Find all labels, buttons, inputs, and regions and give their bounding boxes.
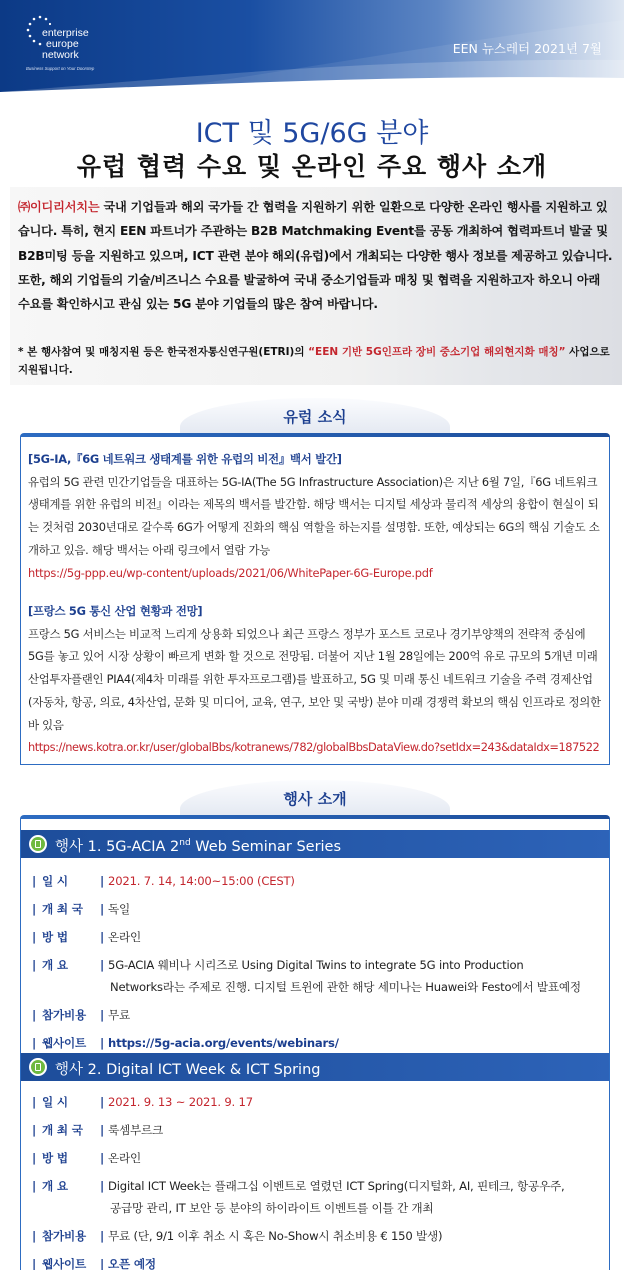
logo-text-europe: europe [46, 38, 79, 50]
newsletter-header [0, 0, 624, 92]
support-note-program: “EEN 기반 5G인프라 장비 중소기업 해외현지화 매칭” [308, 346, 566, 358]
intro-paragraph-1 [18, 195, 614, 268]
row-value-text-cont: Networks라는 주제로 진행. 디지털 트윈에 관한 해당 세미나는 Huawei와 Festo에서 발표예정 [110, 980, 581, 994]
row-value-text: 온라인 [108, 1151, 142, 1165]
event-row-summary: | 개 요 | 5G-ACIA 웨비나 시리즈로 Using Digital Twins to integrate 5G into Production Networks라는 주제로 진행. 디지털 트윈에 관한 해당 세미나는 Huawei와 Festo에서 발표예정 [32, 954, 607, 998]
event-row-summary: | 개 요 | Digital ICT Week는 플래그십 이벤트로 열렸던 ICT Spring(디지털화, AI, 핀테크, 항공우주, 공급망 관리, IT 보안 등 분야의 하이라이트 이벤트를 이틀 간 개최 [32, 1175, 607, 1219]
row-key: 개 요 [42, 958, 68, 972]
support-note-prefix: * 본 행사참여 및 매칭지원 등은 한국전자통신연구원(ETRI)의 [18, 346, 309, 358]
news-body: 프랑스 5G 서비스는 비교적 느리게 상용화 되었으나 최근 프랑스 정부가 포스트 코로나 경기부양책의 전략적 중심에 5G를 놓고 있어 시장 상황이 빠르게 변화 할 것으로 전망됨. 더불어 지난 1월 28일에는 200억 유로 규모의 5개년 미래산업투자플랜인 PIA4(제4차 미래를 위한 투자프로그램)를 발표하고, 5G 및 미래 통신 네트워크 기술을 주력 경제산업(자동차, 항공, 의료, 4차산업, 문화 및 미디어, 교육, 연구, 보안 및 국방) 분야 미래 경쟁력 확보의 핵심 인프라로 정의한 바 있음 [28, 626, 601, 732]
event-website-status: 오픈 예정 [108, 1257, 156, 1270]
row-value: | 독일 [100, 902, 131, 916]
row-value: | 무료 [100, 1008, 131, 1022]
newsletter-issue: EEN 뉴스레터 2021년 7월 [452, 41, 602, 56]
section-title-news: 유럽 소식 [283, 408, 347, 426]
row-value-text: 독일 [108, 902, 131, 916]
event-details-2 [32, 1091, 607, 1270]
support-note-suffix: 사업으로 지원됩니다. [18, 346, 610, 376]
news-item-2 [28, 600, 603, 759]
logo-text-enterprise: enterprise [42, 27, 89, 39]
event-row-date: | 일 시 | 2021. 7. 14, 14:00~15:00 (CEST) [32, 874, 295, 888]
news-link[interactable]: https://news.kotra.or.kr/user/globalBbs/kotranews/782/globalBbsDataView.do?setIdx=243&dataIdx=187522 [28, 740, 600, 755]
row-value: | 5G-ACIA 웨비나 시리즈로 Using Digital Twins to integrate 5G into Production Networks라는 주제로 진행. 디지털 트윈에 관한 해당 세미나는 Huawei와 Festo에서 발표예정 [100, 958, 607, 998]
event-row-date: | 일 시 | 2021. 9. 13 ~ 2021. 9. 17 [32, 1095, 253, 1109]
row-value-text: 무료 (단, 9/1 이후 취소 시 혹은 No-Show시 취소비용 € 150 발생) [108, 1229, 443, 1243]
event-title-bar-2 [21, 1053, 609, 1081]
document-icon [29, 835, 47, 853]
row-value: | 온라인 [100, 1151, 142, 1165]
row-value-text: 2021. 7. 14, 14:00~15:00 (CEST) [108, 874, 295, 888]
section-header-events [20, 780, 610, 820]
row-key: 개 최 국 [42, 1123, 83, 1137]
news-body: 유럽의 5G 관련 민간기업들을 대표하는 5G-IA(The 5G Infrastructure Association)은 지난 6월 7일,『6G 네트워크 생태계를 위한 유럽의 비전』이라는 제목의 백서를 발간함. 해당 백서는 디지털 세상과 물리적 세상의 융합이 현실이 되는 것처럼 2030년대로 갈수록 6G가 어떻게 진화의 핵심 역할을 하는지를 설명함. 또한, 예상되는 6G의 핵심 기술도 소개하고 있음. 해당 백서는 아래 링크에서 열람 가능 [28, 474, 600, 557]
row-value: | 온라인 [100, 930, 142, 944]
row-value-text: Digital ICT Week는 플래그십 이벤트로 열렸던 ICT Spring(디지털화, AI, 핀테크, 항공우주, [108, 1179, 565, 1193]
event-website-link[interactable]: https://5g-acia.org/events/webinars/ [108, 1036, 339, 1050]
row-key: 일 시 [42, 1095, 68, 1109]
event-row-fee: | 참가비용 | 무료 [32, 1008, 131, 1022]
een-logo [26, 14, 136, 76]
news-heading: [프랑스 5G 통신 산업 현황과 전망] [28, 604, 203, 618]
event-row-fee: | 참가비용 | 무료 (단, 9/1 이후 취소 시 혹은 No-Show시 취소비용 € 150 발생) [32, 1229, 443, 1243]
section-header-news [20, 398, 610, 438]
event-title: 행사 2. Digital ICT Week & ICT Spring [55, 1062, 321, 1078]
row-value: | 2021. 7. 14, 14:00~15:00 (CEST) [100, 874, 295, 888]
intro-paragraph-1-text: 국내 기업들과 해외 국가들 간 협력을 지원하기 위한 일환으로 다양한 온라인 행사를 지원하고 있습니다. 특히, 현지 EEN 파트너가 주관하는 B2B Matchmaking Event를 공동 개최하여 협력파트너 발굴 및 B2B미팅 등을 지원하고 있으며, ICT 관련 분야 해외(유럽)에서 개최되는 다양한 행사 정보를 제공하고 있습니다. [18, 200, 613, 263]
row-key: 일 시 [42, 874, 68, 888]
row-key: 참가비용 [42, 1229, 87, 1243]
event-row-website: | 웹사이트 | 오픈 예정 [32, 1257, 156, 1270]
row-value-text: 룩셈부르크 [108, 1123, 164, 1137]
news-link[interactable]: https://5g-ppp.eu/wp-content/uploads/2021/06/WhitePaper-6G-Europe.pdf [28, 565, 433, 580]
row-value: | Digital ICT Week는 플래그십 이벤트로 열렸던 ICT Spring(디지털화, AI, 핀테크, 항공우주, 공급망 관리, IT 보안 등 분야의 하이라이트 이벤트를 이틀 간 개최 [100, 1179, 607, 1219]
news-heading: [5G-IA,『6G 네트워크 생태계를 위한 유럽의 비전』백서 발간] [28, 452, 342, 466]
support-note [18, 343, 616, 379]
event-row-method: | 방 법 | 온라인 [32, 930, 142, 944]
row-key: 웹사이트 [42, 1257, 87, 1270]
event-title-bar-1 [21, 830, 609, 858]
news-item-1 [28, 448, 603, 584]
event-details-1 [32, 870, 607, 1060]
intro-paragraph-2: 또한, 해외 기업들의 기술/비즈니스 수요를 발굴하여 국내 중소기업들과 매칭 및 협력을 지원하고자 하오니 아래 수요를 확인하시고 관심 있는 5G 분야 기업들의 많은 참여 바랍니다. [18, 272, 601, 312]
event-title [55, 835, 341, 856]
row-value: | 룩셈부르크 [100, 1123, 164, 1137]
row-value-text: 5G-ACIA 웨비나 시리즈로 Using Digital Twins to integrate 5G into Production [108, 958, 524, 972]
row-key: 방 법 [42, 930, 68, 944]
event-title-text: 행사 1. 5G-ACIA 2 [55, 839, 180, 855]
intro-text [18, 195, 614, 316]
event-row-method: | 방 법 | 온라인 [32, 1151, 142, 1165]
row-value: | 오픈 예정 [100, 1257, 156, 1270]
row-value: | 2021. 9. 13 ~ 2021. 9. 17 [100, 1095, 253, 1109]
event-row-country: | 개 최 국 | 룩셈부르크 [32, 1123, 164, 1137]
logo-text-network: network [42, 49, 79, 61]
row-value: | 무료 (단, 9/1 이후 취소 시 혹은 No-Show시 취소비용 € 150 발생) [100, 1229, 443, 1243]
event-title-superscript: nd [179, 838, 191, 849]
organization-name: ㈜이디리서치는 [18, 200, 100, 214]
row-value: | https://5g-acia.org/events/webinars/ [100, 1036, 339, 1050]
logo-tagline: Business Support on Your Doorstep [26, 66, 95, 71]
row-key: 참가비용 [42, 1008, 87, 1022]
row-value-text-cont: 공급망 관리, IT 보안 등 분야의 하이라이트 이벤트를 이틀 간 개최 [110, 1201, 434, 1215]
document-icon [29, 1058, 47, 1076]
intro-panel [10, 187, 622, 385]
section-title-events: 행사 소개 [283, 790, 347, 808]
event-row-website: | 웹사이트 | https://5g-acia.org/events/webinars/ [32, 1036, 339, 1050]
row-value-text: 온라인 [108, 930, 142, 944]
event-title-suffix: Web Seminar Series [190, 839, 342, 855]
row-key: 개 요 [42, 1179, 68, 1193]
row-value-text: 무료 [108, 1008, 131, 1022]
row-key: 개 최 국 [42, 902, 83, 916]
event-row-country: | 개 최 국 | 독일 [32, 902, 131, 916]
page-title-line2: 유럽 협력 수요 및 온라인 주요 행사 소개 [76, 152, 548, 181]
page-title-line1: ICT 및 5G/6G 분야 [195, 118, 429, 149]
row-key: 웹사이트 [42, 1036, 87, 1050]
row-key: 방 법 [42, 1151, 68, 1165]
row-value-text: 2021. 9. 13 ~ 2021. 9. 17 [108, 1095, 253, 1109]
